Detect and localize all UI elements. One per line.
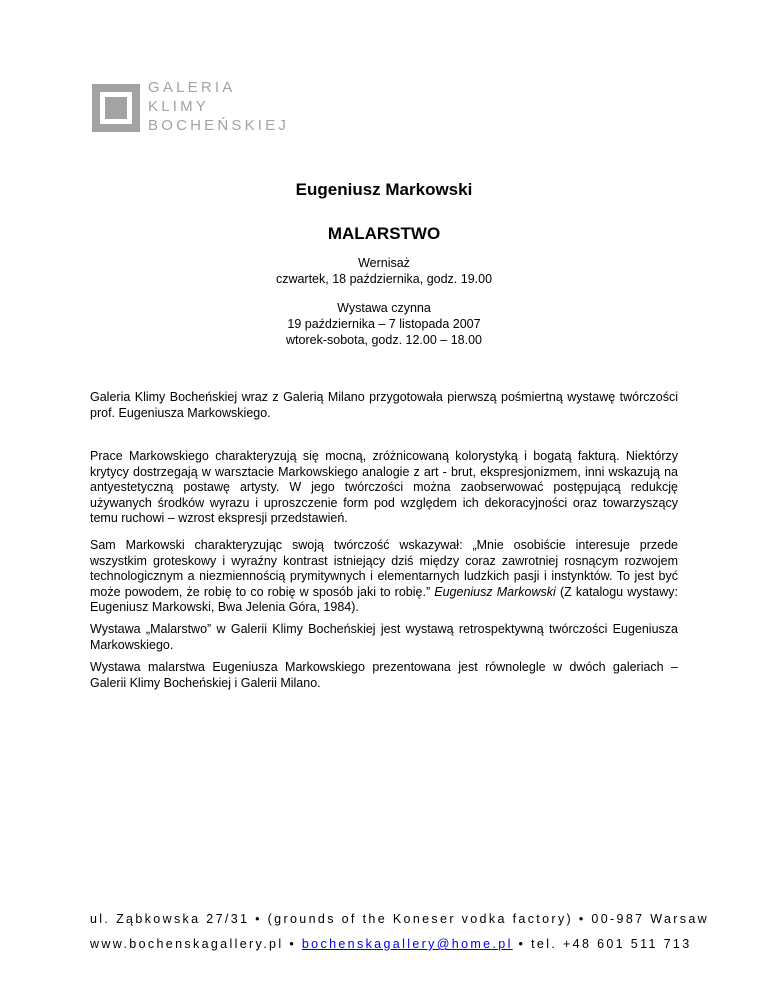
- exhibition-label: Wystawa czynna: [337, 301, 431, 315]
- vernissage-info: [0, 255, 768, 287]
- footer-address: ul. Ząbkowska 27/31 • (grounds of the Koneser vodka factory) • 00-987 Warsaw: [90, 912, 710, 926]
- logo-line-1: GALERIA: [148, 79, 236, 96]
- logo-line-3: BOCHEŃSKIEJ: [148, 117, 290, 134]
- paragraph-style: Prace Markowskiego charakteryzują się mocną, zróżnicowaną kolorystyką i bogatą fakturą. Niektórzy krytycy dostrzegają w warsztacie Markowskiego analogie z art - brut, ekspresjonizmem, inni wskazują na antyestetyczną postawę artysty. W jego twórczości można zaobserwować postępującą redukcję używanych środków wyrazu i uproszczenie form pod względem ich dekoracyjności oraz towarzyszący temu ruchowi – wzrost ekspresji przedstawień.: [90, 449, 678, 526]
- exhibition-dates: 19 października – 7 listopada 2007: [287, 317, 481, 331]
- quote-text: Sam Markowski charakteryzując swoją twórczość wskazywał: „Mnie osobiście interesuje przede wszystkim groteskowy i wyraźny kontrast istniejący dziś między coraz zawrotniej rosnącym rozwojem technologicznym a niezmiennością prymitywnych i elementarnych ludzkich pasji i instynktów. To jest być może powodem, że robię to co robię w sposób jaki to robię.”: [90, 538, 678, 599]
- exhibition-title: MALARSTWO: [327, 224, 441, 243]
- paragraph-quote: [90, 538, 678, 616]
- gallery-logo: [88, 78, 318, 138]
- exhibition-hours-info: [0, 300, 768, 348]
- quote-author: Eugeniusz Markowski: [434, 584, 556, 599]
- artist-name: Eugeniusz Markowski: [295, 180, 473, 199]
- phone-number: tel. +48 601 511 713: [531, 937, 692, 951]
- email-link[interactable]: bochenskagallery@home.pl: [301, 937, 513, 951]
- paragraph-intro: Galeria Klimy Bocheńskiej wraz z Galerią Milano przygotowała pierwszą pośmiertną wystawę twórczości prof. Eugeniusza Markowskiego.: [90, 390, 678, 420]
- vernissage-label: Wernisaż: [358, 256, 410, 270]
- logo-line-2: KLIMY: [148, 98, 210, 115]
- footer-contact: [90, 937, 692, 951]
- quote-source: (Z katalogu wystawy: Eugeniusz Markowski, Bwa Jelenia Góra, 1984).: [90, 584, 678, 615]
- separator: •: [289, 937, 297, 951]
- gallery-logo-text: [148, 78, 289, 135]
- vernissage-date: czwartek, 18 października, godz. 19.00: [275, 272, 493, 286]
- paragraph-retrospective: Wystawa „Malarstwo” w Galerii Klimy Bocheńskiej jest wystawą retrospektywną twórczości Eugeniusza Markowskiego.: [90, 622, 678, 652]
- separator: •: [518, 937, 526, 951]
- gallery-logo-mark-icon: [92, 84, 140, 132]
- exhibition-hours: wtorek-sobota, godz. 12.00 – 18.00: [286, 333, 482, 347]
- website-text: www.bochenskagallery.pl: [90, 937, 284, 951]
- paragraph-venues: Wystawa malarstwa Eugeniusza Markowskiego prezentowana jest równolegle w dwóch galeriach – Galerii Klimy Bocheńskiej i Galerii Milano.: [90, 660, 678, 690]
